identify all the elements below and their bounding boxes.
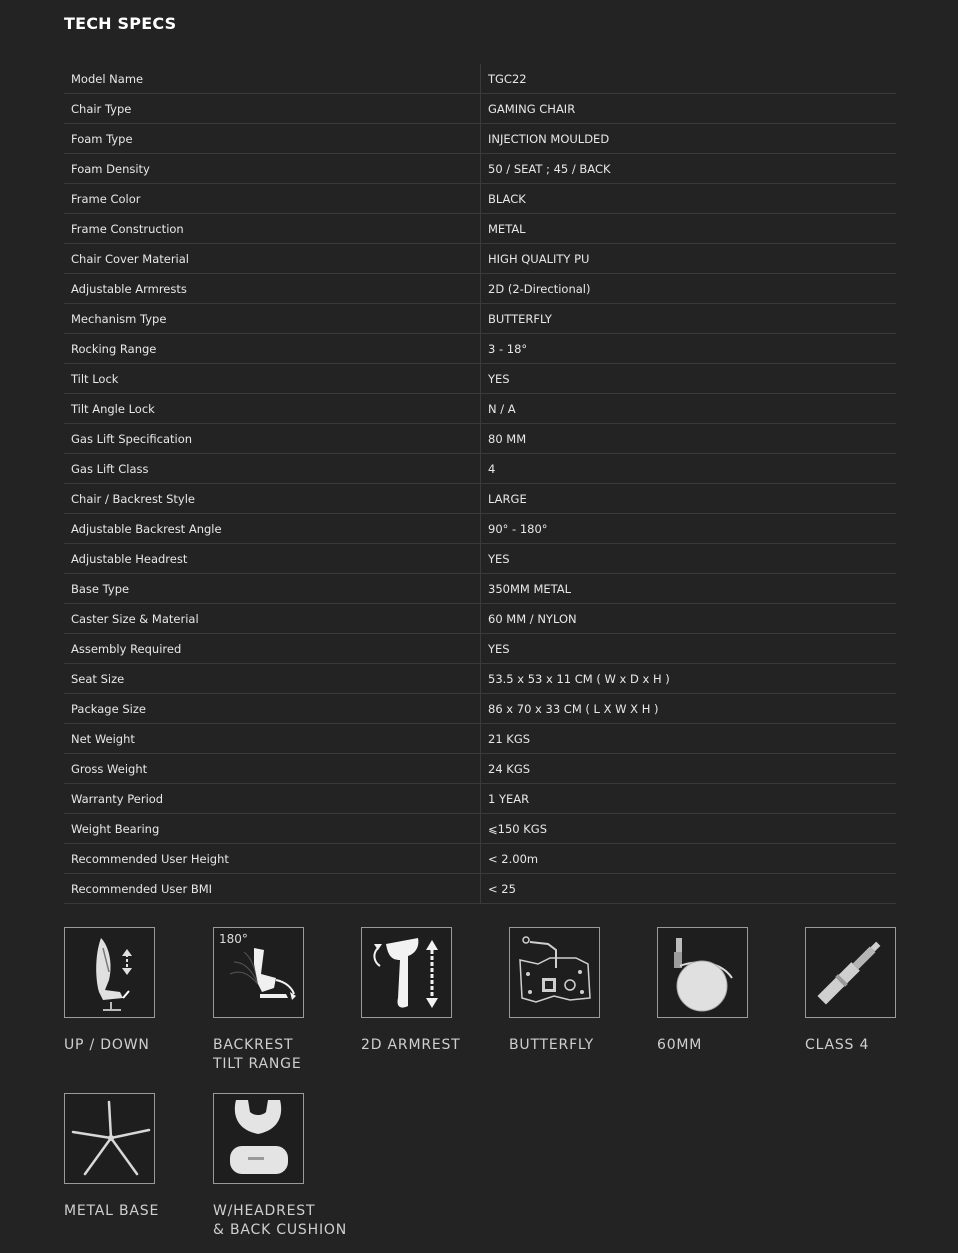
spec-row <box>64 394 896 424</box>
spec-value: INJECTION MOULDED <box>481 124 897 154</box>
spec-key: Frame Color <box>64 184 481 214</box>
spec-value: 80 MM <box>481 424 897 454</box>
spec-key: Foam Density <box>64 154 481 184</box>
spec-row <box>64 454 896 484</box>
spec-key: Weight Bearing <box>64 814 481 844</box>
spec-value: LARGE <box>481 484 897 514</box>
spec-row <box>64 514 896 544</box>
spec-row <box>64 274 896 304</box>
spec-row <box>64 364 896 394</box>
spec-row <box>64 694 896 724</box>
spec-row <box>64 184 896 214</box>
spec-row <box>64 94 896 124</box>
spec-value: 90° - 180° <box>481 514 897 544</box>
spec-row <box>64 604 896 634</box>
spec-key: Mechanism Type <box>64 304 481 334</box>
spec-row <box>64 484 896 514</box>
tilt-angle-label: 180° <box>219 932 248 946</box>
spec-value: GAMING CHAIR <box>481 94 897 124</box>
spec-value: 53.5 x 53 x 11 CM ( W x D x H ) <box>481 664 897 694</box>
spec-row <box>64 874 896 904</box>
spec-value: 50 / SEAT ; 45 / BACK <box>481 154 897 184</box>
backrest-tilt-icon <box>213 927 304 1018</box>
spec-value: 4 <box>481 454 897 484</box>
spec-key: Package Size <box>64 694 481 724</box>
spec-key: Warranty Period <box>64 784 481 814</box>
spec-value: BUTTERFLY <box>481 304 897 334</box>
spec-value: 86 x 70 x 33 CM ( L X W X H ) <box>481 694 897 724</box>
spec-row <box>64 664 896 694</box>
spec-key: Gas Lift Specification <box>64 424 481 454</box>
spec-key: Gross Weight <box>64 754 481 784</box>
spec-row <box>64 754 896 784</box>
spec-row <box>64 574 896 604</box>
spec-key: Adjustable Backrest Angle <box>64 514 481 544</box>
spec-value: YES <box>481 634 897 664</box>
spec-value: 350MM METAL <box>481 574 897 604</box>
spec-key: Net Weight <box>64 724 481 754</box>
spec-key: Tilt Angle Lock <box>64 394 481 424</box>
spec-row <box>64 154 896 184</box>
spec-value: 24 KGS <box>481 754 897 784</box>
feature-up-down: UP / DOWN <box>64 927 204 1055</box>
spec-row <box>64 124 896 154</box>
spec-key: Adjustable Headrest <box>64 544 481 574</box>
spec-value: N / A <box>481 394 897 424</box>
spec-value: TGC22 <box>481 64 897 94</box>
spec-row <box>64 724 896 754</box>
spec-key: Rocking Range <box>64 334 481 364</box>
armrest-2d-icon <box>361 927 452 1018</box>
spec-value: 2D (2-Directional) <box>481 274 897 304</box>
spec-value: YES <box>481 364 897 394</box>
spec-key: Chair / Backrest Style <box>64 484 481 514</box>
spec-row <box>64 334 896 364</box>
spec-value: 3 - 18° <box>481 334 897 364</box>
feature-headrest-cushion: W/HEADREST & BACK CUSHION <box>213 1093 353 1240</box>
spec-key: Foam Type <box>64 124 481 154</box>
spec-row <box>64 64 896 94</box>
spec-value: HIGH QUALITY PU <box>481 244 897 274</box>
spec-key: Caster Size & Material <box>64 604 481 634</box>
spec-value: BLACK <box>481 184 897 214</box>
headrest-cushion-icon <box>213 1093 304 1184</box>
spec-row <box>64 784 896 814</box>
feature-metal-base: METAL BASE <box>64 1093 204 1221</box>
spec-row <box>64 214 896 244</box>
specs-table <box>64 64 896 904</box>
spec-row <box>64 424 896 454</box>
butterfly-mechanism-icon <box>509 927 600 1018</box>
spec-key: Recommended User BMI <box>64 874 481 904</box>
spec-row <box>64 544 896 574</box>
spec-key: Model Name <box>64 64 481 94</box>
spec-key: Gas Lift Class <box>64 454 481 484</box>
spec-key: Chair Type <box>64 94 481 124</box>
spec-row <box>64 244 896 274</box>
up-down-icon <box>64 927 155 1018</box>
spec-key: Frame Construction <box>64 214 481 244</box>
spec-row <box>64 814 896 844</box>
feature-gas-lift: CLASS 4 <box>805 927 945 1055</box>
spec-value: ⩽150 KGS <box>481 814 897 844</box>
feature-butterfly: BUTTERFLY <box>509 927 649 1055</box>
spec-value: YES <box>481 544 897 574</box>
spec-row <box>64 634 896 664</box>
metal-base-icon <box>64 1093 155 1184</box>
feature-backrest-tilt: 180° BACKREST TILT RANGE <box>213 927 353 1074</box>
spec-key: Assembly Required <box>64 634 481 664</box>
spec-key: Recommended User Height <box>64 844 481 874</box>
caster-wheel-icon <box>657 927 748 1018</box>
gas-lift-icon <box>805 927 896 1018</box>
feature-2d-armrest: 2D ARMREST <box>361 927 501 1055</box>
spec-value: 1 YEAR <box>481 784 897 814</box>
spec-value: 60 MM / NYLON <box>481 604 897 634</box>
spec-value: < 2.00m <box>481 844 897 874</box>
feature-caster: 60MM <box>657 927 797 1055</box>
spec-row <box>64 304 896 334</box>
spec-key: Tilt Lock <box>64 364 481 394</box>
spec-key: Chair Cover Material <box>64 244 481 274</box>
page-title: TECH SPECS <box>64 14 177 33</box>
spec-row <box>64 844 896 874</box>
spec-key: Seat Size <box>64 664 481 694</box>
spec-value: 21 KGS <box>481 724 897 754</box>
spec-value: < 25 <box>481 874 897 904</box>
spec-key: Base Type <box>64 574 481 604</box>
spec-value: METAL <box>481 214 897 244</box>
spec-key: Adjustable Armrests <box>64 274 481 304</box>
